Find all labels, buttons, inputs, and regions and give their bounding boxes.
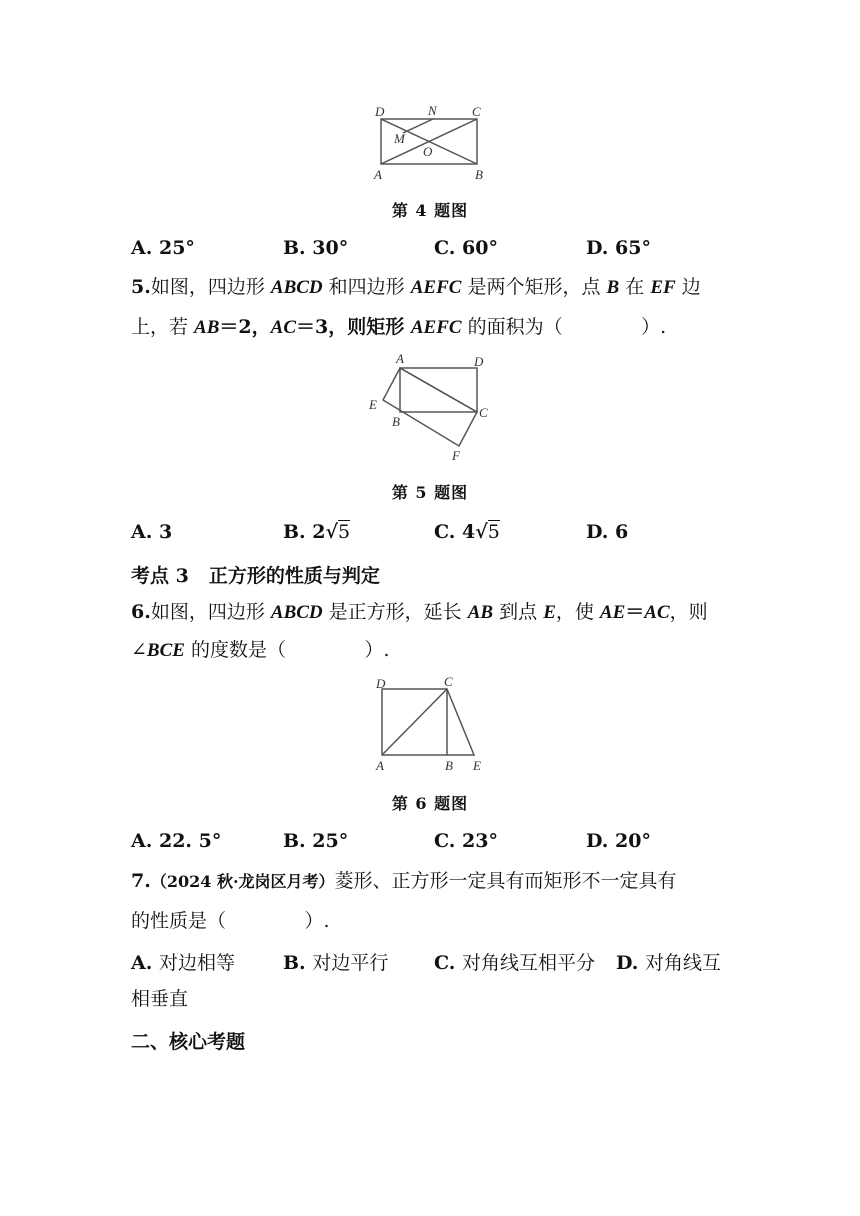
figure-6-caption: 第 6 题图 [391, 794, 469, 813]
figure-5-diagram [362, 350, 502, 465]
q4-option-b: B. 30° [283, 237, 349, 259]
q5-line-2: 上，若 AB＝2，AC＝3，则矩形 AEFC 的面积为（ ）. [131, 316, 667, 338]
section-2-heading: 二、核心考题 [131, 1031, 246, 1053]
q7-source: （2024 秋·龙岗区月考） [150, 872, 335, 891]
label-o: O [423, 144, 433, 159]
label-e: E [369, 397, 377, 412]
q7-line-1: 7.（2024 秋·龙岗区月考）菱形、正方形一定具有而矩形不一定具有 [131, 870, 677, 892]
figure-6-diagram [370, 672, 495, 782]
label-c: C [479, 405, 488, 420]
label-b: B [392, 414, 400, 429]
label-e: E [473, 758, 481, 773]
q7-option-d: D. 对角线互 [616, 952, 722, 974]
q7-option-c: C. 对角线互相平分 [434, 952, 596, 974]
q6-option-a: A. 22. 5° [131, 830, 222, 852]
q6-option-c: C. 23° [434, 830, 498, 852]
label-a: A [374, 167, 382, 182]
q5-option-d: D. 6 [586, 521, 629, 543]
diagonal-ac [382, 689, 447, 755]
q5-option-a: A. 3 [131, 521, 173, 543]
triangle-bce [447, 689, 474, 755]
q7-line-2: 的性质是（ ）. [131, 910, 330, 932]
q6-number: 6. [131, 601, 151, 623]
q6-option-b: B. 25° [283, 830, 349, 852]
q5-option-c: C. 4√5 [434, 521, 500, 543]
q5-answer-blank[interactable] [563, 316, 642, 338]
figure-4-diagram [365, 100, 500, 186]
q7-option-b: B. 对边平行 [283, 952, 389, 974]
label-c: C [472, 104, 481, 119]
label-f: F [452, 448, 460, 463]
q6-option-d: D. 20° [586, 830, 651, 852]
label-d: D [376, 676, 386, 691]
segment-mn [403, 119, 433, 133]
label-a: A [396, 351, 404, 366]
q7-option-d-wrap: 相垂直 [131, 988, 189, 1010]
q6-line-2: ∠BCE 的度数是（ ）. [131, 639, 390, 661]
label-d: D [375, 104, 385, 119]
label-d: D [474, 354, 484, 369]
q4-option-d: D. 65° [586, 237, 651, 259]
q6-answer-blank[interactable] [286, 639, 365, 661]
q7-number: 7. [131, 870, 151, 892]
section-3-heading: 考点 3 正方形的性质与判定 [131, 565, 380, 587]
q5-line-1: 5.如图，四边形 ABCD 和四边形 AEFC 是两个矩形，点 B 在 EF 边 [131, 276, 701, 298]
label-a: A [376, 758, 384, 773]
q6-line-1: 6.如图，四边形 ABCD 是正方形，延长 AB 到点 E，使 AE＝AC，则 [131, 601, 708, 623]
q4-option-c: C. 60° [434, 237, 498, 259]
label-m: M [394, 131, 405, 146]
label-b: B [445, 758, 453, 773]
q5-option-b: B. 2√5 [283, 521, 351, 543]
q4-option-a: A. 25° [131, 237, 195, 259]
sqrt-sign: √ [325, 521, 339, 543]
sqrt-sign: √ [475, 521, 488, 543]
label-c: C [444, 674, 453, 689]
figure-5-caption: 第 5 题图 [391, 483, 469, 502]
figure-4-caption: 第 4 题图 [391, 201, 469, 220]
q7-option-a: A. 对边相等 [131, 952, 235, 974]
label-b: B [475, 167, 483, 182]
rectangle-aefc [383, 368, 477, 446]
label-n: N [428, 103, 437, 118]
q5-number: 5. [131, 276, 151, 298]
